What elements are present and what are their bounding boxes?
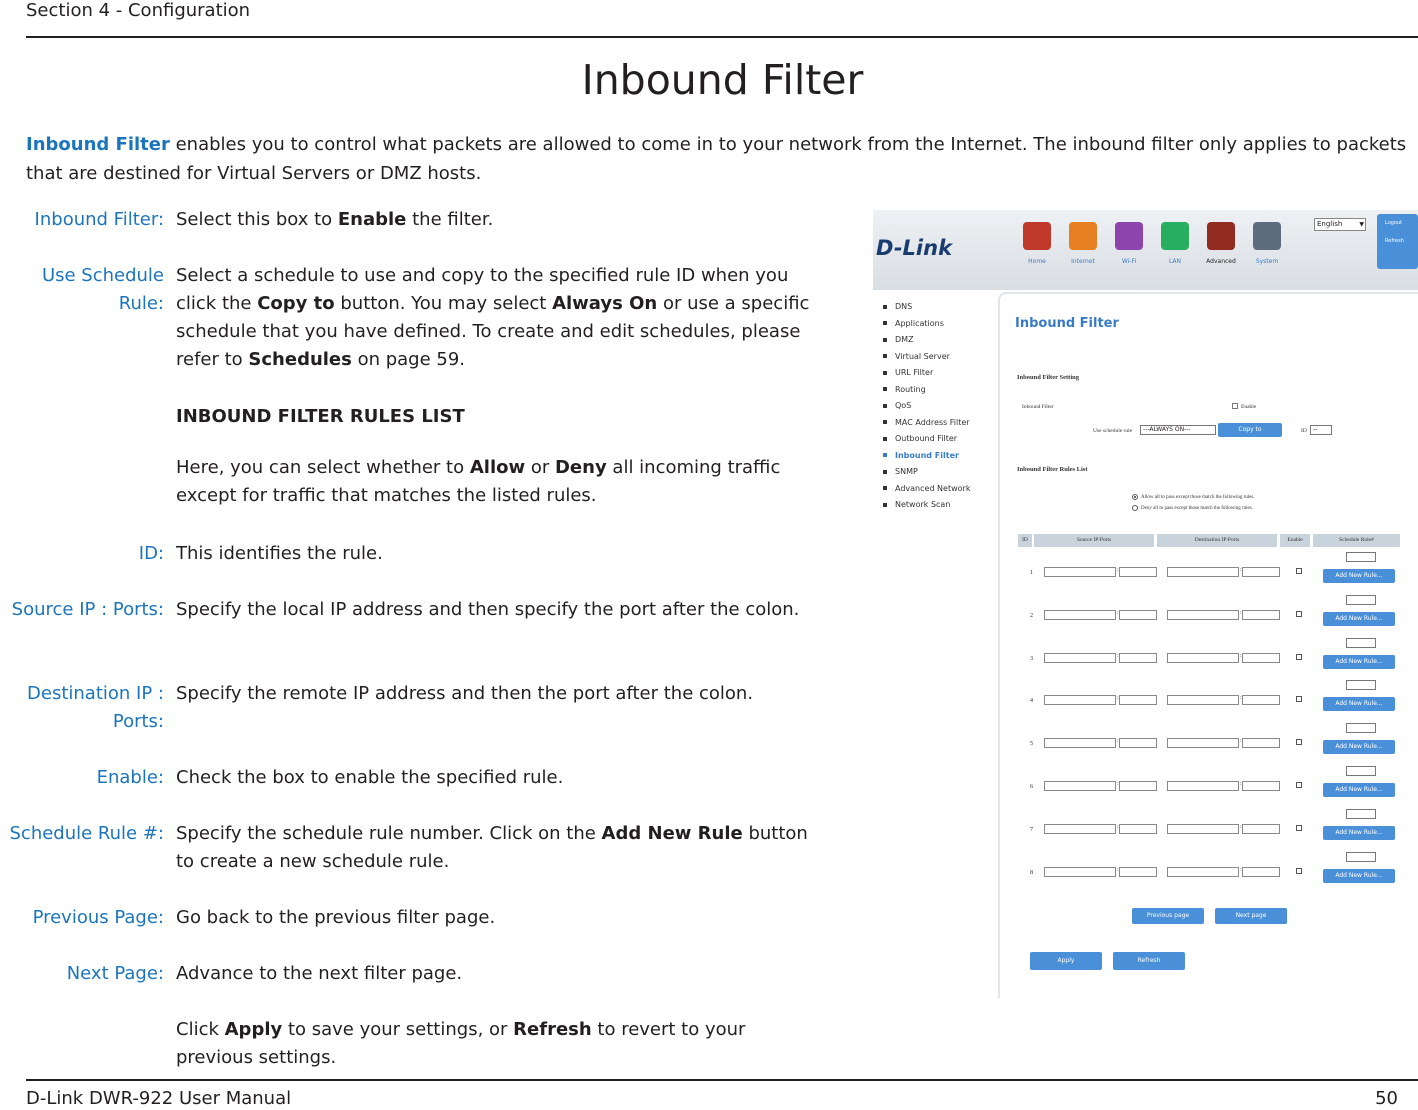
description-bold-text: Refresh (513, 1019, 592, 1040)
schedule-value: ---ALWAYS ON--- (1143, 426, 1191, 433)
table-row (1018, 595, 1400, 629)
apply-button[interactable]: Apply (1030, 952, 1102, 970)
rule-id: 6 (1030, 784, 1033, 790)
rule-enable-checkbox[interactable] (1296, 868, 1302, 874)
logout-button[interactable]: Logout (1385, 220, 1403, 226)
sidebar-item-url-filter[interactable] (883, 368, 970, 385)
rule-id: 5 (1030, 741, 1033, 748)
nav-wifi[interactable] (1110, 222, 1148, 265)
definition-term: Next Page: (66, 963, 164, 984)
nav-label: Wi-Fi (1121, 258, 1137, 265)
add-new-rule-button[interactable]: Add New Rule... (1323, 655, 1395, 669)
bullet-icon (883, 420, 887, 424)
id-select[interactable] (1310, 425, 1332, 435)
source-port-input[interactable] (1119, 781, 1157, 791)
source-ip-input[interactable] (1044, 824, 1116, 834)
use-schedule-label: Use schedule rule (1093, 428, 1133, 434)
bullet-icon (883, 354, 887, 358)
sidebar-item-label: Outbound Filter (895, 434, 958, 443)
nav-system[interactable] (1248, 222, 1286, 265)
col-destination: Destination IP:Ports (1157, 534, 1277, 547)
sidebar-item-label: MAC Address Filter (895, 417, 970, 427)
router-header (873, 210, 1418, 290)
source-colon: : (1117, 652, 1119, 659)
deny-radio[interactable] (1132, 505, 1138, 511)
destination-port-input[interactable] (1242, 567, 1280, 577)
deny-label: Deny all to pass except those match the following rules. (1141, 506, 1253, 511)
description-text: Here, you can select whether to (176, 457, 470, 478)
rule-enable-checkbox[interactable] (1296, 696, 1302, 702)
source-colon: : (1117, 823, 1119, 830)
rule-id: 1 (1030, 570, 1033, 576)
destination-colon: : (1240, 823, 1242, 830)
section-header: Section 4 - Configuration (26, 0, 251, 21)
destination-colon: : (1240, 652, 1242, 659)
table-row (1018, 809, 1400, 843)
add-new-rule-button[interactable]: Add New Rule... (1323, 783, 1395, 797)
description-text: Specify the local IP address and then specify the port after the colon. (176, 599, 800, 620)
source-colon: : (1117, 567, 1119, 573)
destination-port-input[interactable] (1242, 695, 1280, 705)
destination-colon: : (1240, 738, 1242, 745)
description-text: Specify the schedule rule number. Click on the (176, 823, 602, 844)
destination-colon: : (1240, 781, 1242, 787)
sidebar-item-label: DNS (895, 302, 913, 311)
table-row (1018, 680, 1400, 714)
source-ip-input[interactable] (1044, 738, 1116, 748)
sidebar-item-label: Inbound Filter (895, 450, 959, 460)
sidebar-item-qos[interactable] (883, 401, 970, 418)
top-actions (1377, 214, 1418, 269)
schedule-rule-input[interactable] (1346, 680, 1376, 690)
nav-home[interactable] (1018, 222, 1056, 265)
definition-description (176, 262, 816, 374)
source-port-input[interactable] (1119, 610, 1157, 620)
description-text: button. You may select (334, 293, 553, 314)
globe-icon (1069, 222, 1097, 250)
definition-term: Destination IP : Ports: (27, 683, 164, 732)
destination-ip-input[interactable] (1167, 738, 1239, 748)
sidebar-item-advanced-network[interactable] (883, 484, 970, 501)
add-new-rule-button[interactable]: Add New Rule... (1323, 869, 1395, 883)
definition-term: Previous Page: (32, 907, 164, 928)
add-new-rule-button[interactable]: Add New Rule... (1323, 697, 1395, 711)
source-colon: : (1117, 738, 1119, 745)
wifi-icon (1115, 222, 1143, 250)
allow-radio[interactable] (1132, 494, 1138, 500)
id-value: -- (1313, 426, 1318, 433)
sidebar-item-label: Network Scan (895, 500, 951, 509)
nav-label: System (1255, 258, 1279, 265)
destination-port-input[interactable] (1242, 867, 1280, 877)
rule-enable-checkbox[interactable] (1296, 654, 1302, 660)
nav-lan[interactable] (1156, 222, 1194, 265)
rule-enable-checkbox[interactable] (1296, 782, 1302, 788)
side-menu (883, 302, 970, 517)
sidebar-item-applications[interactable] (883, 319, 970, 336)
bullet-icon (883, 371, 887, 375)
description-text: Select a schedule to use and copy to the specified rule ID when you click the (176, 265, 789, 314)
source-ip-input[interactable] (1044, 610, 1116, 620)
schedule-rule-input[interactable] (1346, 723, 1376, 733)
description-text: the filter. (406, 209, 494, 230)
definition-term: Schedule Rule #: (9, 823, 164, 844)
source-colon: : (1117, 609, 1119, 616)
home-icon (1023, 222, 1051, 250)
sidebar-item-label: QoS (895, 401, 912, 410)
destination-ip-input[interactable] (1167, 610, 1239, 620)
bullet-icon (883, 338, 887, 342)
description-bold-text: Apply (224, 1019, 283, 1040)
bottom-rule (26, 1079, 1418, 1081)
rule-id: 8 (1030, 869, 1033, 876)
copy-to-button[interactable]: Copy to (1218, 423, 1282, 437)
nav-internet[interactable] (1064, 222, 1102, 265)
table-row (1018, 552, 1400, 586)
definition-description (176, 403, 816, 431)
sidebar-item-dns[interactable] (883, 302, 970, 319)
definition-description (176, 904, 816, 932)
sidebar-item-routing[interactable] (883, 385, 970, 402)
description-bold-text: Add New Rule (601, 823, 743, 844)
bullet-icon (883, 503, 887, 507)
schedule-rule-input[interactable] (1346, 766, 1376, 776)
language-select[interactable] (1314, 218, 1366, 231)
panel-title: Inbound Filter (1015, 316, 1119, 331)
bullet-icon (883, 437, 887, 441)
table-row (1018, 723, 1400, 757)
table-row (1018, 852, 1400, 886)
bullet-icon (883, 453, 887, 457)
bullet-icon (883, 486, 887, 490)
source-port-input[interactable] (1119, 567, 1157, 577)
description-bold-text: Copy to (257, 293, 335, 314)
source-colon: : (1117, 781, 1119, 787)
definition-description (176, 820, 816, 876)
source-colon: : (1117, 695, 1119, 702)
add-new-rule-button[interactable]: Add New Rule... (1323, 826, 1395, 840)
intro-lead: Inbound Filter (26, 134, 170, 155)
schedule-rule-input[interactable] (1346, 852, 1376, 862)
monitor-icon (1253, 222, 1281, 250)
chevron-down-icon: ▼ (1359, 221, 1364, 228)
bullet-icon (883, 305, 887, 309)
destination-port-input[interactable] (1242, 824, 1280, 834)
source-port-input[interactable] (1119, 824, 1157, 834)
schedule-select[interactable] (1140, 425, 1216, 435)
next-page-button[interactable]: Next page (1215, 908, 1287, 924)
add-new-rule-button[interactable]: Add New Rule... (1323, 740, 1395, 754)
source-port-input[interactable] (1119, 867, 1157, 877)
destination-ip-input[interactable] (1167, 867, 1239, 877)
sidebar-item-label: Virtual Server (895, 351, 950, 361)
definition-description (176, 680, 816, 708)
definition-description (176, 1016, 816, 1072)
intro-text: enables you to control what packets are allowed to come in to your network from the Internet. The inbound filter only applies to packets that are destined for Virtual Servers or DMZ hosts. (26, 134, 1407, 184)
router-screenshot (873, 210, 1418, 998)
description-bold-text: Always On (552, 293, 658, 314)
top-rule (26, 36, 1418, 38)
sidebar-item-virtual-server[interactable] (883, 352, 970, 369)
add-new-rule-button[interactable]: Add New Rule... (1323, 612, 1395, 626)
table-row (1018, 638, 1400, 672)
footer-page-number: 50 (1375, 1088, 1398, 1109)
dlink-logo: D-Link (876, 236, 953, 260)
schedule-rule-input[interactable] (1346, 595, 1376, 605)
col-source: Source IP:Ports (1034, 534, 1154, 547)
source-ip-input[interactable] (1044, 695, 1116, 705)
sidebar-item-inbound-filter[interactable] (883, 451, 970, 468)
rule-enable-checkbox[interactable] (1296, 568, 1302, 574)
source-port-input[interactable] (1119, 695, 1157, 705)
nav-advanced[interactable] (1202, 222, 1240, 265)
description-text: Select this box to (176, 209, 338, 230)
description-text: Specify the remote IP address and then the port after the colon. (176, 683, 754, 704)
destination-colon: : (1240, 695, 1242, 702)
destination-port-input[interactable] (1242, 781, 1280, 791)
definition-term: Inbound Filter: (34, 209, 164, 230)
col-schedule: Schedule Rule# (1313, 534, 1400, 547)
sidebar-item-label: SNMP (895, 467, 918, 476)
tools-icon (1207, 222, 1235, 250)
rule-enable-checkbox[interactable] (1296, 611, 1302, 617)
sidebar-item-network-scan[interactable] (883, 500, 970, 517)
enable-checkbox[interactable] (1232, 403, 1238, 409)
enable-label: Enable (1241, 404, 1257, 410)
setting-title: Inbound Filter Setting (1017, 374, 1080, 381)
source-port-input[interactable] (1119, 653, 1157, 663)
table-row (1018, 766, 1400, 800)
refresh-top-button[interactable]: Refresh (1385, 238, 1404, 244)
language-value: English (1317, 220, 1343, 228)
sidebar-item-dmz[interactable] (883, 335, 970, 352)
description-text: Click (176, 1019, 225, 1040)
definition-description (176, 540, 816, 568)
schedule-rule-input[interactable] (1346, 809, 1376, 819)
sidebar-item-label: Routing (895, 384, 926, 394)
description-bold-text: Allow (469, 457, 526, 478)
content-panel (998, 292, 1418, 998)
schedule-rule-input[interactable] (1346, 638, 1376, 648)
col-enable: Enable (1280, 534, 1310, 547)
refresh-button[interactable]: Refresh (1113, 952, 1185, 970)
description-bold-text: INBOUND FILTER RULES LIST (176, 406, 465, 427)
destination-ip-input[interactable] (1167, 695, 1239, 705)
definition-description (176, 596, 816, 624)
description-bold-text: Enable (337, 209, 407, 230)
rule-id: 4 (1030, 698, 1033, 705)
nav-label: Advanced (1206, 258, 1236, 265)
definition-description (176, 764, 816, 792)
col-id: ID (1018, 534, 1032, 547)
rule-enable-checkbox[interactable] (1296, 825, 1302, 831)
rule-id: 3 (1030, 655, 1033, 662)
destination-port-input[interactable] (1242, 738, 1280, 748)
source-ip-input[interactable] (1044, 567, 1116, 577)
destination-colon: : (1240, 567, 1242, 573)
description-text: This identifies the rule. (176, 543, 383, 564)
schedule-rule-input[interactable] (1346, 552, 1376, 562)
bullet-icon (883, 387, 887, 391)
sidebar-item-outbound-filter[interactable] (883, 434, 970, 451)
description-text: on page 59. (351, 349, 466, 370)
bullet-icon (883, 404, 887, 408)
id-label: ID (1301, 428, 1307, 434)
destination-colon: : (1240, 866, 1242, 873)
nav-label: Internet (1071, 258, 1095, 265)
definition-description (176, 206, 816, 234)
definition-description (176, 454, 816, 510)
description-text: all incoming traffic except for traffic that matches the listed rules. (176, 457, 781, 506)
sidebar-item-snmp[interactable] (883, 467, 970, 484)
sidebar-item-label: Advanced Network (895, 483, 971, 493)
inbound-filter-label: Inbound Filter (1022, 404, 1054, 410)
destination-colon: : (1240, 609, 1242, 616)
lan-icon (1161, 222, 1189, 250)
description-text: Go back to the previous filter page. (176, 907, 496, 928)
sidebar-item-mac-address-filter[interactable] (883, 418, 970, 435)
description-bold-text: Deny (554, 457, 607, 478)
destination-ip-input[interactable] (1167, 824, 1239, 834)
bullet-icon (883, 321, 887, 325)
description-text: to revert to your previous settings. (176, 1019, 746, 1068)
description-text: to save your settings, or (282, 1019, 514, 1040)
source-colon: : (1117, 866, 1119, 873)
sidebar-item-label: DMZ (895, 335, 914, 344)
source-ip-input[interactable] (1044, 653, 1116, 663)
add-new-rule-button[interactable]: Add New Rule... (1323, 569, 1395, 583)
sidebar-item-label: Applications (895, 318, 944, 328)
description-text: or use a specific schedule that you have defined. To create and edit schedules, please refer to (176, 293, 810, 370)
rules-list-title: Inbound Filter Rules List (1017, 466, 1088, 473)
footer-manual: D-Link DWR-922 User Manual (26, 1088, 292, 1109)
source-ip-input[interactable] (1044, 867, 1116, 877)
destination-ip-input[interactable] (1167, 653, 1239, 663)
description-text: button to create a new schedule rule. (176, 823, 808, 872)
definition-term: Source IP : Ports: (11, 599, 164, 620)
destination-port-input[interactable] (1242, 653, 1280, 663)
rules-table-header (1018, 534, 1400, 547)
source-ip-input[interactable] (1044, 781, 1116, 791)
rule-enable-checkbox[interactable] (1296, 739, 1302, 745)
definition-term: Use Schedule Rule: (41, 265, 164, 314)
description-text: or (525, 457, 555, 478)
allow-label: Allow all to pass except those match the following rules. (1141, 495, 1255, 500)
intro-paragraph (26, 130, 1418, 188)
description-bold-text: Schedules (248, 349, 352, 370)
page-title: Inbound Filter (581, 56, 864, 104)
definition-term: Enable: (96, 767, 164, 788)
definition-term: ID: (138, 543, 164, 564)
source-port-input[interactable] (1119, 738, 1157, 748)
description-text: Advance to the next filter page. (176, 963, 463, 984)
destination-port-input[interactable] (1242, 610, 1280, 620)
previous-page-button[interactable]: Previous page (1132, 908, 1204, 924)
nav-label: Home (1028, 258, 1046, 265)
definition-description (176, 960, 816, 988)
rule-id: 2 (1030, 612, 1033, 619)
sidebar-item-label: URL Filter (895, 368, 934, 377)
bullet-icon (883, 470, 887, 474)
description-text: Check the box to enable the specified rule. (176, 767, 564, 788)
rule-id: 7 (1030, 826, 1033, 833)
destination-ip-input[interactable] (1167, 781, 1239, 791)
nav-label: LAN (1168, 258, 1182, 265)
destination-ip-input[interactable] (1167, 567, 1239, 577)
